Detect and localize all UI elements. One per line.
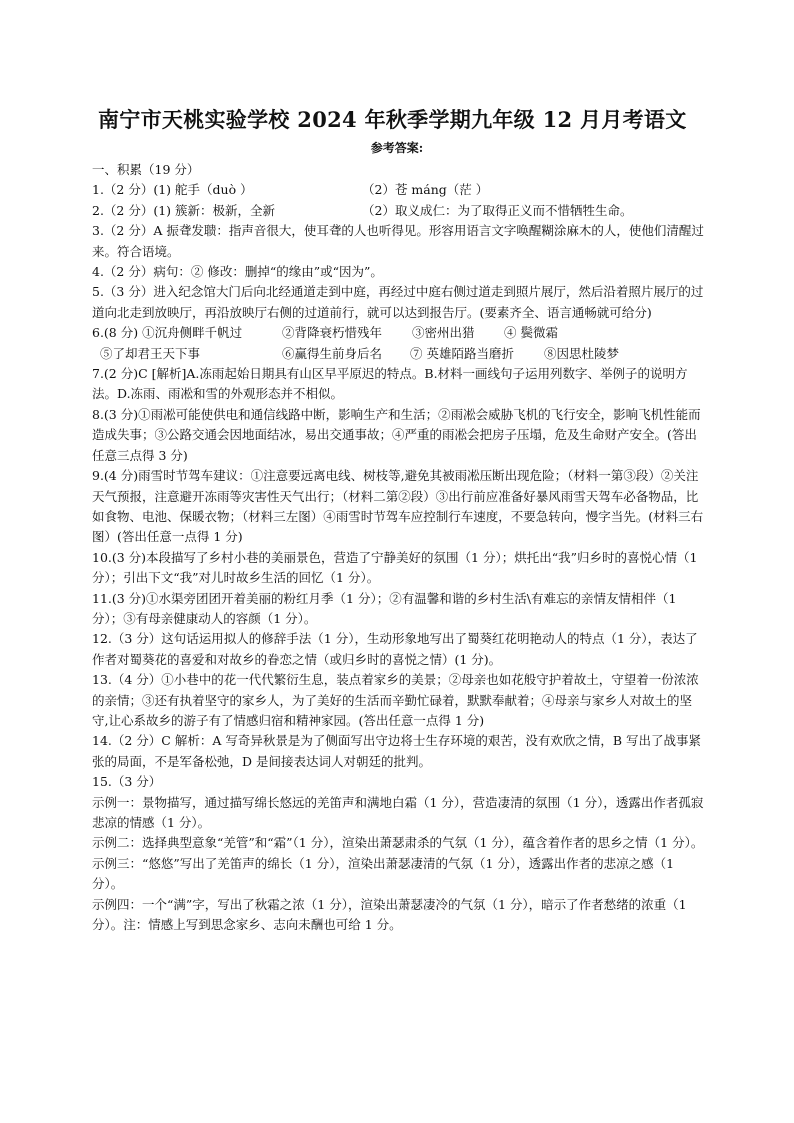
answer-q6-line2 bbox=[92, 344, 704, 364]
answer-q6-item8: ⑧因思杜陵梦 bbox=[544, 345, 620, 361]
answer-q10: 10.(3 分)本段描写了乡村小巷的美丽景色，营造了宁静美好的氛围（1 分）；烘托出“我”归乡时的喜悦心情（1 分）；引出下文“我”对儿时故乡生活的回忆（1 分）。 bbox=[92, 549, 698, 586]
answer-q15-example1: 示例一：景物描写，通过描写绵长悠远的羌笛声和满地白霜（1 分），营造凄清的氛围（1 分），透露出作者孤寂悲凉的情感（1 分）。 bbox=[92, 794, 704, 830]
answer-q12: 12.（3 分）这句话运用拟人的修辞手法（1 分），生动形象地写出了蜀葵红花明艳动人的特点（1 分），表达了作者对蜀葵花的喜爱和对故乡的眷恋之情（或归乡时的喜悦之情）(1 分)。 bbox=[92, 631, 698, 667]
answer-q2-part1: 2.（2 分）(1) 簇新：极新，全新 bbox=[92, 202, 276, 218]
answer-q1-part2: （2）苍 máng（茫 ） bbox=[362, 182, 489, 198]
answer-q4: 4.（2 分）病句：② 修改：删掉“的缘由”或“因为”。 bbox=[92, 264, 383, 280]
answer-q6-line1 bbox=[92, 323, 704, 343]
answer-content bbox=[92, 160, 704, 935]
document-title: 南宁市天桃实验学校 2024 年秋季学期九年级 12 月月考语文 bbox=[98, 107, 687, 132]
answer-q2-part2: （2）取义成仁：为了取得正义而不惜牺牲生命。 bbox=[362, 202, 633, 218]
answer-q8: 8.(3 分)①雨凇可能使供电和通信线路中断，影响生产和生活；②雨凇会威胁飞机的飞行安全，影响飞机性能而造成失事；③公路交通会因地面结冰，易出交通事故；④严重的雨凇会把房子压塌，危及生命财产安全。(答出任意三点得 3 分) bbox=[92, 406, 701, 463]
answer-q6-item3: ③密州出猎 bbox=[412, 325, 475, 341]
answer-q3: 3.（2 分）A 振聋发聩：指声音很大，使耳聋的人也听得见。形容用语言文字唤醒糊涂麻木的人，使他们清醒过来。符合语境。 bbox=[92, 223, 704, 259]
answer-q15-example3: 示例三：“悠悠”写出了羌笛声的绵长（1 分），渲染出萧瑟凄清的气氛（1 分），透露出作者的悲凉之感（1 分）。 bbox=[92, 855, 675, 892]
answer-q6-item7: ⑦ 英雄陌路当磨折 bbox=[410, 345, 514, 361]
section-heading: 一、积累（19 分） bbox=[92, 162, 200, 177]
answer-q13: 13.（4 分）①小巷中的花一代代繁衍生息，装点着家乡的美景；②母亲也如花般守护着故土，守望着一份浓浓的亲情；③还有执着坚守的家乡人，为了美好的生活而辛勤忙碌着，默默奉献着；④母亲与家乡人对故土的坚守,让心系故乡的游子有了情感归宿和精神家园。(答出任意一点得 1 分) bbox=[92, 672, 699, 728]
answer-q6-item4: ④ 鬓微霜 bbox=[504, 325, 558, 341]
answer-q6-item5: ⑤了却君王天下事 bbox=[100, 345, 201, 361]
answer-q9: 9.(4 分)雨雪时节驾车建议：①注意要远离电线、树枝等,避免其被雨凇压断出现危险；（材料一第③段）②关注天气预报，注意避开冻雨等灾害性天气出行；（材料二第②段）③出行前应准备好暴风雨雪天驾车必备物品，比如食物、电池、保暖衣物；（材料三左图）④雨雪时节驾车应控制行车速度，不要急转向，慢字当先。(材料三右图）(答出任意一点得 1 分) bbox=[92, 468, 704, 545]
answer-q2 bbox=[92, 201, 704, 221]
answer-q7: 7.(2 分)C [解析]A.冻雨起始日期具有山区早平原迟的特点。B.材料一画线句子运用列数字、举例子的说明方法。D.冻雨、雨凇和雪的外观形态并不相似。 bbox=[92, 366, 688, 402]
answer-q11: 11.(3 分)①水渠旁团团开着美丽的粉红月季（1 分）；②有温馨和谐的乡村生活\有难忘的亲情友情相伴（1 分）；③有母亲健康动人的容颜（1 分）。 bbox=[92, 590, 677, 626]
answer-q14: 14.（2 分）C 解析：A 写奇异秋景是为了侧面写出守边将士生存环境的艰苦，没有欢欣之情，B 写出了战事紧张的局面，不是军备松弛，D 是间接表达词人对朝廷的批判。 bbox=[92, 733, 702, 769]
answer-q6-item2: ②背降衰朽惜残年 bbox=[282, 325, 383, 341]
answer-q6-item1: 6.(8 分) ①沉舟侧畔千帆过 bbox=[92, 325, 243, 341]
answer-q6-item6: ⑥赢得生前身后名 bbox=[282, 345, 383, 361]
answer-q5: 5.（3 分）进入纪念馆大门后向北经通道走到中庭，再经过中庭右侧过道走到照片展厅，然后沿着照片展厅的过道向北走到放映厅，再沿放映厅右侧的过道前行，就可以达到报告厅。(要素齐全、语言通畅就可给分) bbox=[92, 284, 704, 320]
document-subtitle: 参考答案: bbox=[370, 141, 424, 155]
answer-q1 bbox=[92, 180, 704, 200]
answer-q15-example4: 示例四：一个“满”字，写出了秋霜之浓（1 分），渲染出萧瑟凄冷的气氛（1 分），暗示了作者愁绪的浓重（1 分）。注：情感上写到思念家乡、志向未酬也可给 1 分。 bbox=[92, 896, 687, 933]
answer-q1-part1: 1.（2 分）(1) 舵手（duò ） bbox=[92, 182, 253, 198]
answer-q15: 15.（3 分） bbox=[92, 774, 162, 790]
answer-q15-example2: 示例二：选择典型意象“羌管”和“霜”（1 分），渲染出萧瑟肃杀的气氛（1 分），蕴含着作者的思乡之情（1 分）。 bbox=[92, 835, 704, 851]
